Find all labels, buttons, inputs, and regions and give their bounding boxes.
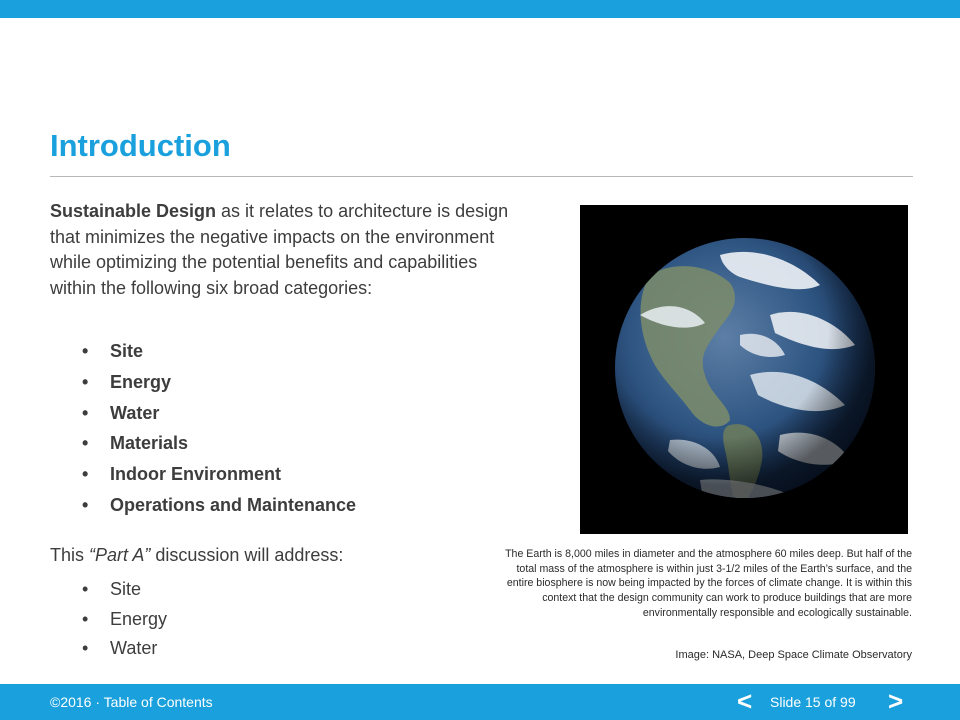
earth-image xyxy=(580,205,908,534)
list-item-label: Water xyxy=(110,402,160,423)
bullet-icon: • xyxy=(82,371,89,392)
list-item-label: Indoor Environment xyxy=(110,464,281,485)
image-credit: Image: NASA, Deep Space Climate Observatory xyxy=(675,649,912,661)
bullet-icon: • xyxy=(82,608,89,629)
earth-globe-illustration xyxy=(580,205,908,534)
bullet-icon: • xyxy=(82,494,89,515)
part-a-statement xyxy=(50,543,343,567)
top-accent-bar xyxy=(0,0,960,18)
bullet-icon: • xyxy=(82,433,89,454)
previous-slide-button[interactable]: < xyxy=(737,686,753,716)
part-a-topic-list xyxy=(82,577,167,666)
next-slide-button[interactable]: > xyxy=(888,686,904,716)
list-item xyxy=(82,431,356,462)
list-item xyxy=(82,462,356,493)
list-item-label: Water xyxy=(110,638,158,659)
list-item xyxy=(82,493,356,524)
table-of-contents-link[interactable]: Table of Contents xyxy=(103,694,213,710)
footer-left xyxy=(50,694,213,710)
intro-bold-term: Sustainable Design xyxy=(50,201,217,221)
list-item-label: Operations and Maintenance xyxy=(110,494,357,515)
slide-title: Introduction xyxy=(50,128,231,163)
copyright-text: ©2016 xyxy=(50,694,92,710)
bullet-icon: • xyxy=(82,638,89,659)
footer-separator: · xyxy=(91,694,104,710)
list-item xyxy=(82,370,356,401)
list-item-label: Site xyxy=(110,341,144,361)
list-item xyxy=(82,339,356,370)
list-item-label: Energy xyxy=(110,608,168,629)
bullet-icon: • xyxy=(82,579,89,599)
list-item xyxy=(82,401,356,432)
title-divider xyxy=(50,176,913,177)
list-item-label: Site xyxy=(110,579,142,599)
category-list xyxy=(82,339,356,524)
bullet-icon: • xyxy=(82,464,89,485)
part-a-italic: “Part A” xyxy=(89,545,151,565)
list-item-label: Energy xyxy=(110,371,172,392)
slide-counter: Slide 15 of 99 xyxy=(770,694,856,710)
part-a-suffix: discussion will address: xyxy=(150,545,344,565)
intro-text: as it relates to architecture is design that minimizes the negative impacts on the environment while optimizing the potential benefits and capabilities within the following six broad categories: xyxy=(50,201,509,298)
part-a-prefix: This xyxy=(50,545,90,565)
image-caption: The Earth is 8,000 miles in diameter and the atmosphere 60 miles deep. But half of the total mass of the atmosphere is within just 3-1/2 miles of the Earth’s surface, and the entire biosphere is now being impacted by the forces of climate change. It is within this context that the design community can work to produce buildings that are more environmentally responsible and ecologically sustainable. xyxy=(505,548,912,619)
list-item xyxy=(82,607,167,637)
bullet-icon: • xyxy=(82,341,89,361)
list-item xyxy=(82,577,167,607)
footer-bar xyxy=(0,684,960,720)
bullet-icon: • xyxy=(82,402,89,423)
list-item xyxy=(82,636,167,666)
list-item-label: Materials xyxy=(110,433,189,454)
intro-paragraph xyxy=(50,199,520,301)
